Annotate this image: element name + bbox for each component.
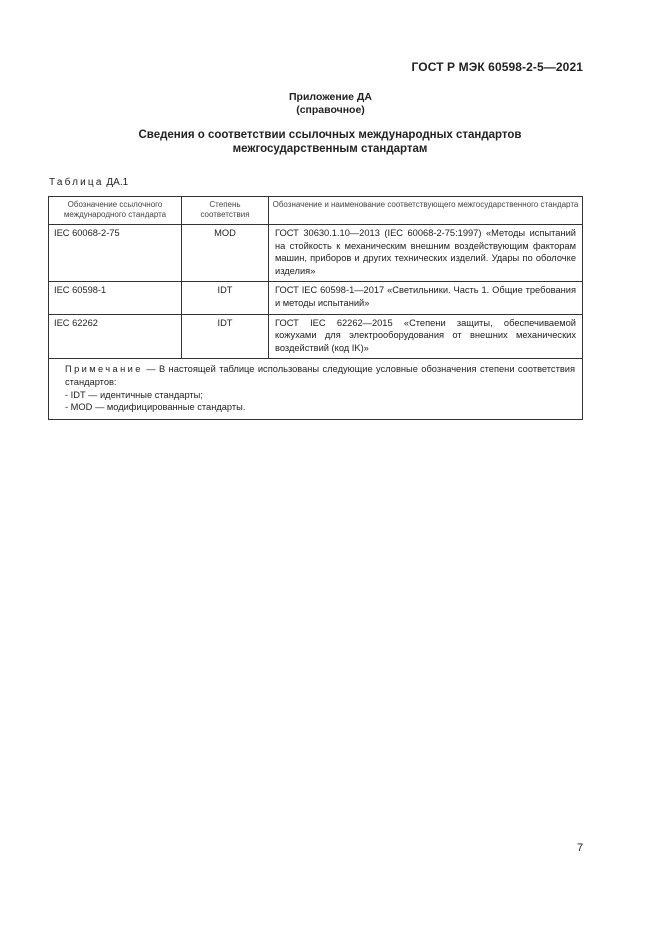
column-header-interstate-standard: Обозначение и наименование соответствующего межгосударственного стандарта	[269, 197, 583, 225]
table-row	[49, 314, 583, 359]
annex-heading-line-1: Сведения о соответствии ссылочных международных стандартов	[138, 129, 522, 141]
reference-standard-cell: IEC 60068-2-75	[49, 225, 182, 282]
interstate-standard-cell: ГОСТ IEC 60598-1—2017 «Светильники. Часть 1. Общие требования и методы испытаний»	[269, 282, 583, 314]
table-label	[49, 177, 128, 188]
degree-cell: IDT	[182, 282, 269, 314]
note-lead: Примечание	[65, 364, 143, 375]
annex-subtitle: (справочное)	[296, 104, 365, 116]
note-text: — В настоящей таблице использованы следующие условные обозначения степени соответствия стандартов:	[65, 364, 575, 387]
table-label-number: ДА.1	[106, 177, 129, 188]
interstate-standard-cell: ГОСТ 30630.1.10—2013 (IEC 60068-2-75:1997) «Методы испытаний на стойкость к механическим внешним воздействующим факторам машин, приборов и других технических изделий. Удары по оболочке изделия»	[269, 225, 583, 282]
annex-heading-line-2: межгосударственным стандартам	[232, 143, 428, 155]
correspondence-table	[48, 196, 583, 420]
table-label-prefix: Таблица	[49, 177, 104, 188]
table-note	[49, 359, 583, 419]
table-row	[49, 225, 583, 282]
note-item-idt: - IDT — идентичные стандарты;	[65, 389, 203, 400]
degree-cell: MOD	[182, 225, 269, 282]
document-code: ГОСТ Р МЭК 60598-2-5—2021	[411, 60, 583, 74]
annex-heading	[80, 128, 580, 156]
interstate-standard-cell: ГОСТ IEC 62262—2015 «Степени защиты, обеспечиваемой кожухами для электрооборудования от внешних механических воздействий (код IK)»	[269, 314, 583, 359]
annex-title: Приложение ДА	[289, 91, 372, 103]
table-note-row	[49, 359, 583, 419]
note-item-mod: - MOD — модифицированные стандарты.	[65, 402, 246, 413]
table-header-row	[49, 197, 583, 225]
page-number: 7	[577, 842, 584, 854]
column-header-reference-standard: Обозначение ссылочного международного стандарта	[49, 197, 182, 225]
note-paragraph	[65, 363, 575, 388]
reference-standard-cell: IEC 60598-1	[49, 282, 182, 314]
table-row	[49, 282, 583, 314]
column-header-degree: Степень соответствия	[182, 197, 269, 225]
reference-standard-cell: IEC 62262	[49, 314, 182, 359]
degree-cell: IDT	[182, 314, 269, 359]
